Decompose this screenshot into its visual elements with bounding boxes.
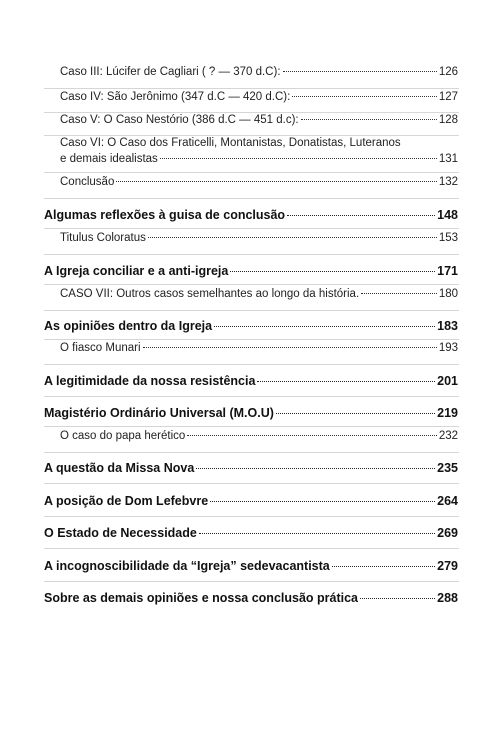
toc-chapter-page: 264 xyxy=(437,494,458,508)
toc-chapter-label: O Estado de Necessidade xyxy=(44,526,197,540)
leader-dots xyxy=(148,237,437,238)
divider xyxy=(44,254,459,255)
toc-chapter-page: 201 xyxy=(437,374,458,388)
divider xyxy=(44,112,459,113)
toc-chapter-page: 148 xyxy=(437,208,458,222)
toc-entry-page: 128 xyxy=(438,114,458,126)
toc-chapter-label: A posição de Dom Lefebvre xyxy=(44,494,209,508)
leader-dots xyxy=(257,381,435,382)
toc-chapter-label: A Igreja conciliar e a anti-igreja xyxy=(44,264,229,278)
toc-entry-label: CASO VII: Outros casos semelhantes ao longo da história. xyxy=(60,288,360,300)
toc-chapter-label: A legitimidade da nossa resistência xyxy=(44,374,256,388)
toc-chapter[interactable] xyxy=(44,374,458,388)
toc-entry[interactable] xyxy=(60,342,458,354)
leader-dots xyxy=(230,271,435,272)
toc-chapter-label: A questão da Missa Nova xyxy=(44,461,195,475)
toc-entry[interactable] xyxy=(60,114,458,126)
toc-entry-label: O caso do papa herético xyxy=(60,430,186,442)
leader-dots xyxy=(292,96,436,97)
toc-chapter-page: 279 xyxy=(437,559,458,573)
toc-chapter-page: 269 xyxy=(437,526,458,540)
toc-entry-page: 132 xyxy=(438,176,458,188)
toc-entry-page: 131 xyxy=(438,153,458,165)
toc-chapter-label: A incognoscibilidade da “Igreja” sedevacantista xyxy=(44,559,330,573)
toc-entry[interactable] xyxy=(60,288,458,300)
divider xyxy=(44,426,459,427)
toc-entry-page: 127 xyxy=(438,91,458,103)
toc-chapter[interactable] xyxy=(44,591,458,605)
leader-dots xyxy=(332,566,435,567)
divider xyxy=(44,364,459,365)
divider xyxy=(44,452,459,453)
leader-dots xyxy=(276,413,435,414)
toc-entry-label: Conclusão xyxy=(60,176,115,188)
toc-chapter[interactable] xyxy=(44,559,458,573)
divider xyxy=(44,548,459,549)
divider xyxy=(44,88,459,89)
toc-entry-page: 193 xyxy=(438,342,458,354)
leader-dots xyxy=(143,347,437,348)
leader-dots xyxy=(160,158,437,159)
divider xyxy=(44,396,459,397)
toc-chapter-label: As opiniões dentro da Igreja xyxy=(44,319,213,333)
toc-chapter-page: 171 xyxy=(437,264,458,278)
leader-dots xyxy=(210,501,435,502)
leader-dots xyxy=(199,533,435,534)
toc-chapter[interactable] xyxy=(44,406,458,420)
toc-entry-page: 153 xyxy=(438,232,458,244)
leader-dots xyxy=(196,468,435,469)
divider xyxy=(44,581,459,582)
toc-entry-label: O fiasco Munari xyxy=(60,342,141,354)
toc-chapter[interactable] xyxy=(44,494,458,508)
toc-chapter[interactable] xyxy=(44,319,458,333)
toc-entry-page: 180 xyxy=(438,288,458,300)
leader-dots xyxy=(301,119,437,120)
toc-entry[interactable] xyxy=(60,66,458,78)
toc-entry-label: Caso V: O Caso Nestório (386 d.C — 451 d.c): xyxy=(60,114,299,126)
divider xyxy=(44,228,459,229)
toc-chapter-label: Sobre as demais opiniões e nossa conclusão prática xyxy=(44,591,359,605)
leader-dots xyxy=(214,326,435,327)
toc-entry-page: 232 xyxy=(438,430,458,442)
divider xyxy=(44,339,459,340)
toc-entry-label: Caso IV: São Jerônimo (347 d.C — 420 d.C): xyxy=(60,91,291,103)
toc-entry[interactable] xyxy=(60,430,458,442)
divider xyxy=(44,516,459,517)
toc-chapter[interactable] xyxy=(44,208,458,222)
toc-entry[interactable] xyxy=(60,91,458,103)
toc-entry-label: Titulus Coloratus xyxy=(60,232,146,244)
toc-chapter[interactable] xyxy=(44,264,458,278)
leader-dots xyxy=(283,71,437,72)
divider xyxy=(44,310,459,311)
divider xyxy=(44,198,459,199)
toc-chapter-label: Algumas reflexões à guisa de conclusão xyxy=(44,208,286,222)
toc-entry-page: 126 xyxy=(438,66,458,78)
leader-dots xyxy=(361,293,437,294)
toc-chapter-page: 288 xyxy=(437,591,458,605)
leader-dots xyxy=(287,215,435,216)
leader-dots xyxy=(360,598,435,599)
leader-dots xyxy=(187,435,437,436)
toc-chapter[interactable] xyxy=(44,526,458,540)
toc-entry[interactable] xyxy=(60,153,458,165)
leader-dots xyxy=(116,181,436,182)
toc-chapter-page: 219 xyxy=(437,406,458,420)
toc-entry[interactable] xyxy=(60,232,458,244)
toc-entry-label: e demais idealistas xyxy=(60,153,158,165)
toc-chapter-page: 235 xyxy=(437,461,458,475)
toc-chapter-label: Magistério Ordinário Universal (M.O.U) xyxy=(44,406,274,420)
divider xyxy=(44,172,459,173)
toc-entry-label-line1[interactable]: Caso VI: O Caso dos Fraticelli, Montanistas, Donatistas, Luteranos xyxy=(60,137,401,149)
divider xyxy=(44,483,459,484)
divider xyxy=(44,284,459,285)
toc-entry[interactable] xyxy=(60,176,458,188)
toc-entry-label: Caso III: Lúcifer de Cagliari ( ? — 370 d.C): xyxy=(60,66,281,78)
toc-chapter-page: 183 xyxy=(437,319,458,333)
toc-chapter[interactable] xyxy=(44,461,458,475)
divider xyxy=(44,135,459,136)
